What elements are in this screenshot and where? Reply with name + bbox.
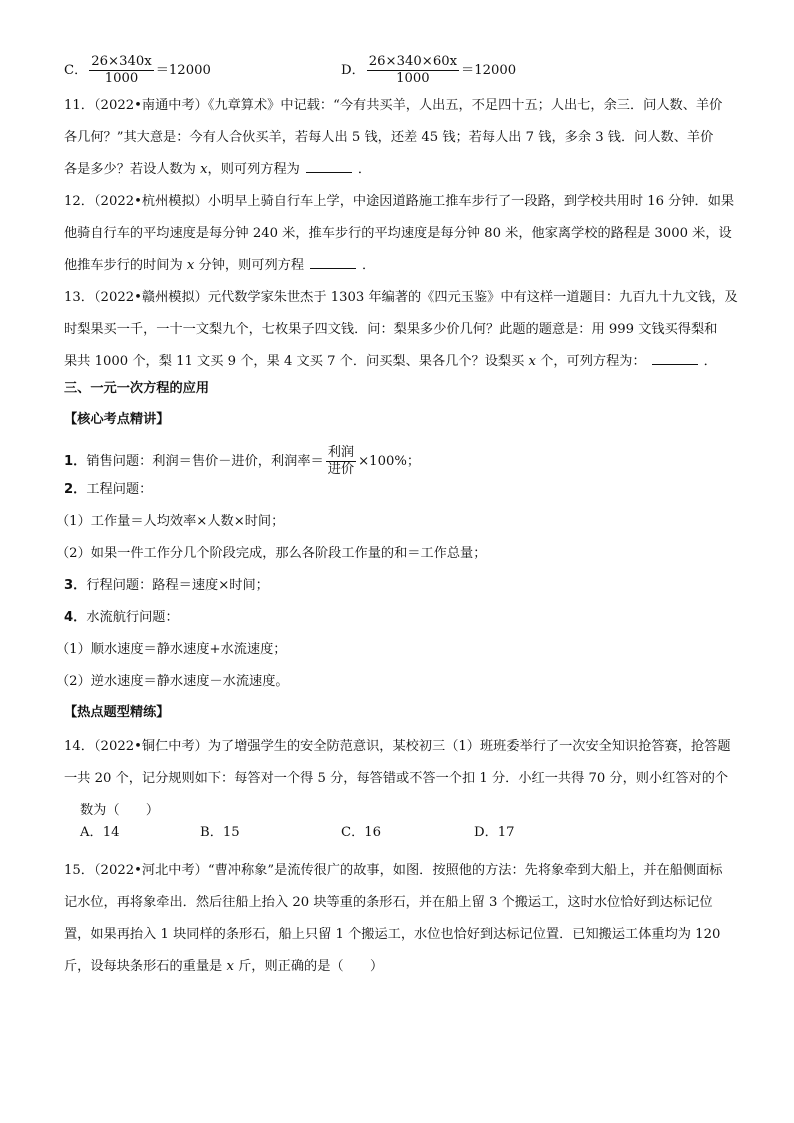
q13-line3-text-b: 个，可列方程为： — [540, 354, 646, 369]
q14-line1: 14．（2022•铜仁中考）为了增强学生的安全防范意识，某校初三（1）班班委举行了一次安全知识抢答赛，抢答题 — [64, 739, 731, 754]
option-c[interactable] — [64, 54, 211, 87]
q15-line1: 15．（2022•河北中考）“曹冲称象”是流传很广的故事，如图．按照他的方法：先将象牵到大船上，并在船侧面标 — [64, 863, 723, 878]
q13-line3-text: 果共 1000 个，梨 11 文买 9 个，果 4 文买 7 个．问买梨、果各几个？设梨买 — [64, 354, 525, 369]
core-item-2-2: （2）如果一件工作分几个阶段完成，那么各阶段工作量的和＝工作总量； — [56, 546, 487, 561]
core-item-2-1: （1）工作量＝人均效率×人数×时间； — [56, 514, 285, 529]
q14-option-b[interactable]: B．15 — [200, 825, 240, 840]
q15-line4-text-b: 斤，则正确的是（ ） — [238, 959, 384, 974]
q11-line3 — [64, 160, 371, 180]
q11-answer-blank[interactable] — [306, 160, 352, 173]
q12-line3-text: 他推车步行的时间为 — [64, 258, 183, 273]
hot-header: 【热点题型精练】 — [64, 705, 170, 720]
option-c-fraction — [89, 54, 153, 87]
core-item-3 — [64, 576, 269, 596]
option-d[interactable] — [341, 54, 516, 87]
q12-line3-text-b: 分钟，则可列方程 — [198, 258, 305, 273]
profit-rate-numerator: 利润 — [327, 445, 355, 460]
core-item-4-number: 4． — [64, 610, 87, 625]
q14-line3: 数为（ ） — [80, 803, 160, 818]
core-item-2 — [64, 480, 152, 500]
q15-variable: x — [226, 959, 234, 974]
option-c-label: C． — [64, 63, 88, 78]
option-c-numerator: 26×340x — [91, 54, 152, 69]
option-c-denominator: 1000 — [104, 71, 139, 86]
profit-rate-fraction — [326, 445, 356, 478]
q13-variable: x — [528, 354, 536, 369]
option-c-rhs: ＝12000 — [155, 63, 211, 78]
q14-line2: 一共 20 个，记分规则如下：每答对一个得 5 分，每答错或不答一个扣 1 分．小红一共得 70 分，则小红答对的个 — [64, 771, 729, 786]
core-item-1-text: 销售问题：利润＝售价－进价，利润率＝ — [86, 454, 324, 469]
core-item-2-number: 2． — [64, 482, 87, 497]
q11-line1: 11．（2022•南通中考）《九章算术》中记载：“今有共买羊，人出五，不足四十五；人出七，余三．问人数、羊价 — [64, 98, 723, 113]
core-item-1 — [64, 445, 420, 478]
q15-line3: 置，如果再抬入 1 块同样的条形石，船上只留 1 个搬运工，水位也恰好到达标记位置．已知搬运工体重均为 120 — [64, 927, 721, 942]
q11-line2: 各几何？”其大意是：今有人合伙买羊，若每人出 5 钱，还差 45 钱；若每人出 7 钱，多余 3 钱．问人数、羊价 — [64, 130, 714, 145]
q13-line3-end: ． — [703, 354, 717, 369]
q12-line3-end: ． — [362, 258, 376, 273]
q12-line1: 12．（2022•杭州模拟）小明早上骑自行车上学，中途因道路施工推车步行了一段路，到学校共用时 16 分钟．如果 — [64, 194, 735, 209]
q15-line4-text: 斤，设每块条形石的重量是 — [64, 959, 223, 974]
q11-variable: x — [200, 162, 208, 177]
core-item-2-text: 工程问题： — [86, 482, 153, 497]
q14-option-c[interactable]: C．16 — [341, 825, 382, 840]
core-item-1-number: 1． — [64, 454, 87, 469]
option-d-numerator: 26×340×60x — [368, 54, 458, 69]
q12-line2: 他骑自行车的平均速度是每分钟 240 米，推车步行的平均速度是每分钟 80 米，他家离学校的路程是 3000 米，设 — [64, 226, 732, 241]
q12-answer-blank[interactable] — [310, 256, 356, 269]
q12-line3 — [64, 256, 375, 276]
q11-line3-text: 各是多少？若设人数为 — [64, 162, 196, 177]
section-title: 三、一元一次方程的应用 — [64, 381, 210, 396]
q15-line2: 记水位，再将象牵出．然后往船上抬入 20 块等重的条形石，并在船上留 3 个搬运工，这时水位恰好到达标记位 — [64, 895, 713, 910]
core-item-4-2: （2）逆水速度＝静水速度－水流速度。 — [56, 674, 289, 689]
core-item-1-text-b: ×100%； — [358, 454, 421, 469]
core-item-3-number: 3． — [64, 578, 87, 593]
core-item-4-text: 水流航行问题： — [86, 610, 179, 625]
q14-option-a[interactable]: A．14 — [80, 825, 120, 840]
profit-rate-denominator: 进价 — [327, 462, 355, 477]
q13-answer-blank[interactable] — [652, 352, 698, 365]
q13-line2: 时梨果买一千，一十一文梨九个，七枚果子四文钱．问：梨果多少价几何？此题的题意是：用 999 文钱买得梨和 — [64, 322, 718, 337]
core-header: 【核心考点精讲】 — [64, 412, 170, 427]
q12-variable: x — [186, 258, 195, 273]
core-item-3-text: 行程问题：路程＝速度×时间； — [86, 578, 269, 593]
q13-line1: 13．（2022•赣州模拟）元代数学家朱世杰于 1303 年编著的《四元玉鉴》中有这样一道题目：九百九十九文钱，及 — [64, 290, 738, 305]
q14-option-d[interactable]: D．17 — [474, 825, 515, 840]
core-item-4 — [64, 608, 179, 628]
option-d-rhs: ＝12000 — [461, 63, 517, 78]
q13-line3 — [64, 352, 717, 372]
option-d-fraction — [367, 54, 459, 87]
core-item-4-1: （1）顺水速度＝静水速度+水流速度； — [56, 642, 287, 657]
option-d-denominator: 1000 — [396, 71, 430, 86]
q15-line4 — [64, 957, 383, 977]
q11-line3-end: ． — [357, 162, 372, 177]
option-d-label: D． — [341, 63, 365, 78]
q11-line3-text-b: ，则可列方程为 — [207, 162, 300, 177]
